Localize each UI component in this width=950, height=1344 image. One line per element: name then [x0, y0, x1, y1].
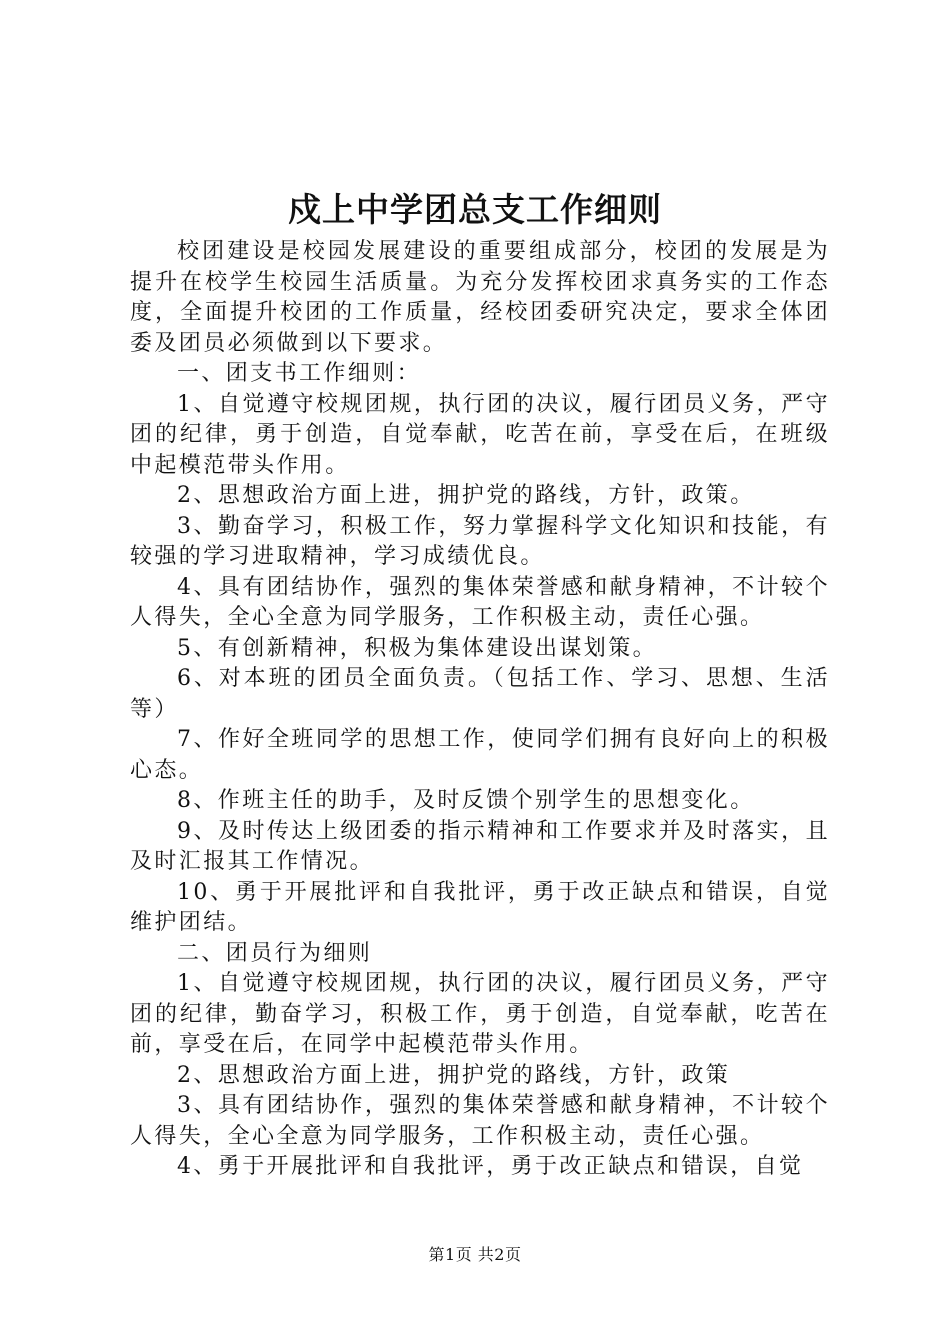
list-item: 2、思想政治方面上进，拥护党的路线，方针，政策: [177, 1062, 731, 1088]
list-item: 5、有创新精神，积极为集体建设出谋划策。: [177, 635, 657, 661]
page-footer: 第1页 共2页: [428, 1245, 522, 1264]
section-heading-league-secretary: 一、团支书工作细则：: [177, 361, 422, 386]
intro-paragraph: 校团建设是校园发展建设的重要组成部分，校团的发展是为提升在校学生校园生活质量。为充分发挥校团求真务实的工作态度，全面提升校团的工作质量，经校团委研究决定，要求全体团委及团员必须做到以下要求。: [130, 239, 830, 356]
list-item: 6、对本班的团员全面负责。（包括工作、学习、思想、生活等）: [130, 666, 830, 722]
document-title: 戍上中学团总支工作细则: [288, 190, 662, 229]
list-item: 10、勇于开展批评和自我批评，勇于改正缺点和错误，自觉维护团结。: [130, 879, 830, 935]
list-item: 3、勤奋学习，积极工作，努力掌握科学文化知识和技能，有较强的学习进取精神，学习成绩优良。: [130, 513, 830, 569]
list-item: 1、自觉遵守校规团规，执行团的决议，履行团员义务，严守团的纪律，勤奋学习，积极工作，勇于创造，自觉奉献，吃苦在前，享受在后，在同学中起模范带头作用。: [130, 971, 830, 1057]
list-item: 4、具有团结协作，强烈的集体荣誉感和献身精神，不计较个人得失，全心全意为同学服务，工作积极主动，责任心强。: [130, 574, 830, 630]
list-item: 4、勇于开展批评和自我批评，勇于改正缺点和错误，自觉: [177, 1154, 804, 1179]
section-heading-member-conduct: 二、团员行为细则: [177, 940, 373, 966]
list-item: 1、自觉遵守校规团规，执行团的决议，履行团员义务，严守团的纪律，勇于创造，自觉奉献，吃苦在前，享受在后，在班级中起模范带头作用。: [130, 391, 830, 478]
list-item: 9、及时传达上级团委的指示精神和工作要求并及时落实，且及时汇报其工作情况。: [130, 818, 830, 874]
list-item: 7、作好全班同学的思想工作，使同学们拥有良好向上的积极心态。: [130, 727, 830, 783]
list-item: 3、具有团结协作，强烈的集体荣誉感和献身精神，不计较个人得失，全心全意为同学服务，工作积极主动，责任心强。: [130, 1093, 830, 1149]
list-item: 2、思想政治方面上进，拥护党的路线，方针，政策。: [177, 483, 755, 508]
document-body: [130, 237, 830, 1183]
list-item: 8、作班主任的助手，及时反馈个别学生的思想变化。: [177, 788, 755, 813]
